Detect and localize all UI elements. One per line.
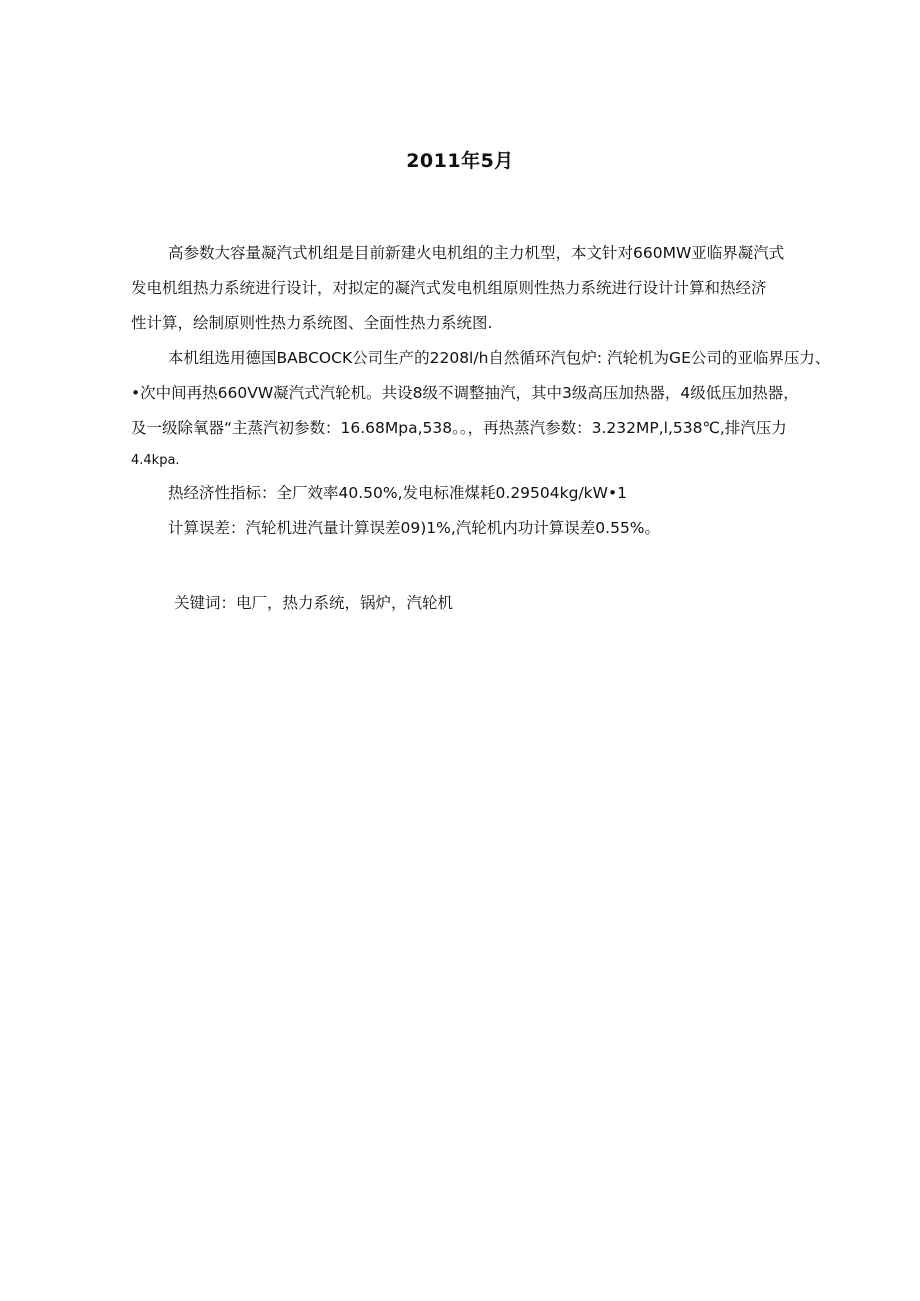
abstract-para2-line1: 本机组选用德国BABCOCK公司生产的2208l/h自然循环汽包炉: 汽轮机为GE公司的亚临界压力、 <box>168 349 831 367</box>
abstract-para3: 热经济性指标：全厂效率40.50%,发电标准煤耗0.29504kg/kW•1 <box>168 484 627 502</box>
keywords-line: 关键词：电厂，热力系统，锅炉，汽轮机 <box>174 594 454 612</box>
abstract-para1-line1: 高参数大容量凝汽式机组是目前新建火电机组的主力机型，本文针对660MW亚临界凝汽式 <box>168 244 785 262</box>
abstract-para2-line4: 4.4kpa. <box>131 453 180 468</box>
abstract-para1-line2: 发电机组热力系统进行设计，对拟定的凝汽式发电机组原则性热力系统进行设计计算和热经济 <box>131 279 767 297</box>
abstract-para2-line3: 及一级除氧器“主蒸汽初参数：16.68Mpa,538。。，再热蒸汽参数：3.232MP,l,538℃,排汽压力 <box>131 419 787 437</box>
date-heading: 2011年5月 <box>406 150 514 172</box>
abstract-body <box>131 236 831 546</box>
abstract-para2-line2: •次中间再热660VW凝汽式汽轮机。共设8级不调整抽汽，其中3级高压加热器，4级低压加热器， <box>131 384 799 402</box>
abstract-para1-line3: 性计算，绘制原则性热力系统图、全面性热力系统图. <box>131 314 493 332</box>
abstract-para4: 计算误差：汽轮机进汽量计算误差09)1%,汽轮机内功计算误差0.55%。 <box>168 519 661 537</box>
